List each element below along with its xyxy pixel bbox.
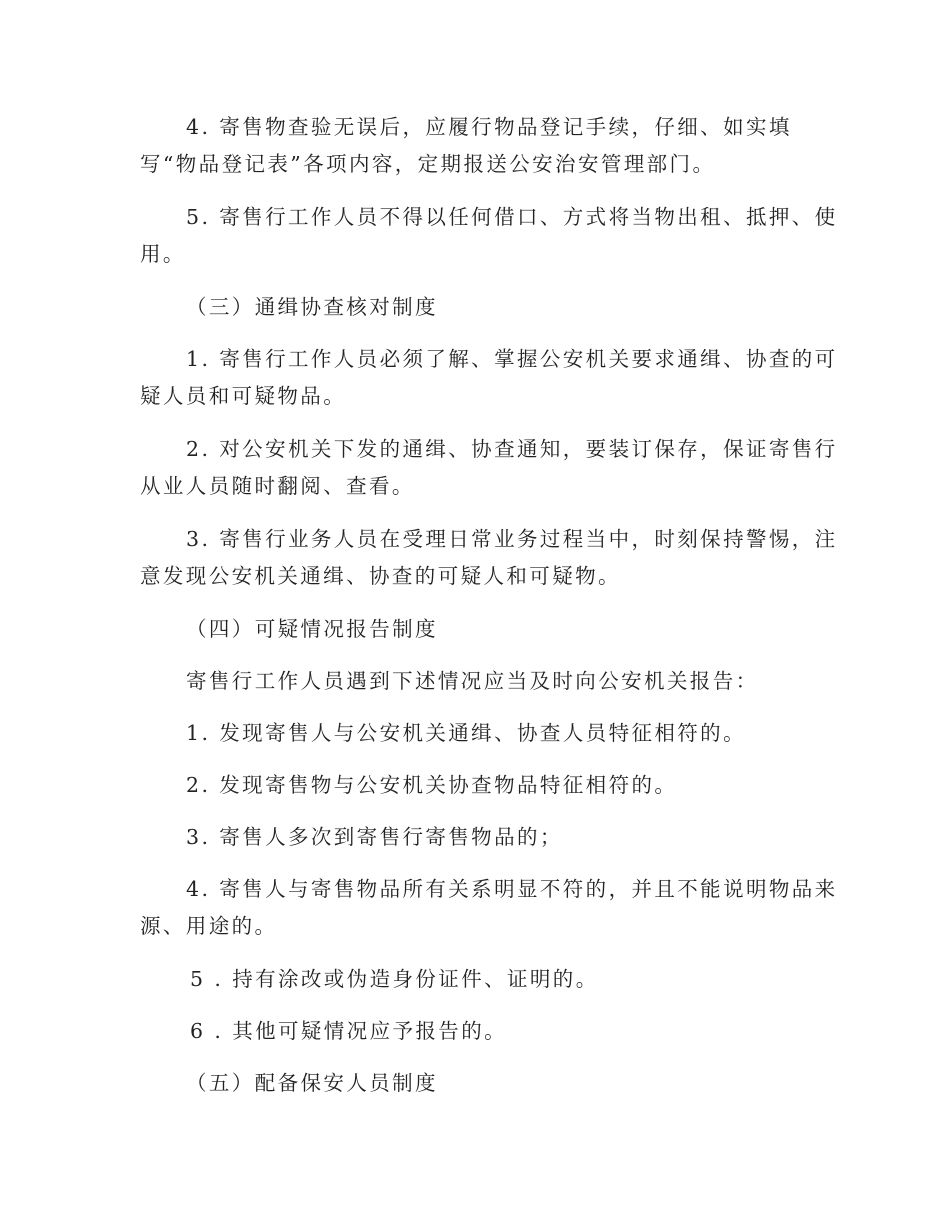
section-4-item-4-line-1: 4. 寄售人与寄售物品所有关系明显不符的，并且不能说明物品来 [186,877,838,901]
section-4-item-6: 6 . 其他可疑情况应予报告的。 [190,1019,507,1043]
section-heading-5: （五）配备保安人员制度 [186,1071,438,1095]
section-4-item-3: 3. 寄售人多次到寄售行寄售物品的； [186,825,563,849]
section-4-item-2: 2. 发现寄售物与公安机关协查物品特征相符的。 [186,773,678,797]
paragraph-4-line-1: 4. 寄售物查验无误后，应履行物品登记手续，仔细、如实填 [186,115,792,139]
section-3-item-2-line-2: 从业人员随时翻阅、查看。 [140,474,415,498]
section-4-item-4-line-2: 源、用途的。 [140,914,278,938]
section-3-item-3-line-2: 意发现公安机关通缉、协查的可疑人和可疑物。 [140,564,621,588]
section-3-item-1-line-2: 疑人员和可疑物品。 [140,384,347,408]
paragraph-5-line-2: 用。 [140,242,186,266]
section-4-intro: 寄售行工作人员遇到下述情况应当及时向公安机关报告： [186,669,759,693]
section-3-item-1-line-1: 1. 寄售行工作人员必须了解、掌握公安机关要求通缉、协查的可 [186,347,838,371]
section-3-item-3-line-1: 3. 寄售行业务人员在受理日常业务过程当中，时刻保持警惕，注 [186,527,838,551]
paragraph-5-line-1: 5. 寄售行工作人员不得以任何借口、方式将当物出租、抵押、使 [186,205,838,229]
section-3-item-2-line-1: 2. 对公安机关下发的通缉、协查通知，要装订保存，保证寄售行 [186,437,838,461]
paragraph-4-line-2: 写“物品登记表”各项内容，定期报送公安治安管理部门。 [140,152,716,176]
section-4-item-1: 1. 发现寄售人与公安机关通缉、协查人员特征相符的。 [186,721,746,745]
section-heading-3: （三）通缉协查核对制度 [186,295,438,319]
section-heading-4: （四）可疑情况报告制度 [186,617,438,641]
section-4-item-5: 5 . 持有涂改或伪造身份证件、证明的。 [190,967,599,991]
